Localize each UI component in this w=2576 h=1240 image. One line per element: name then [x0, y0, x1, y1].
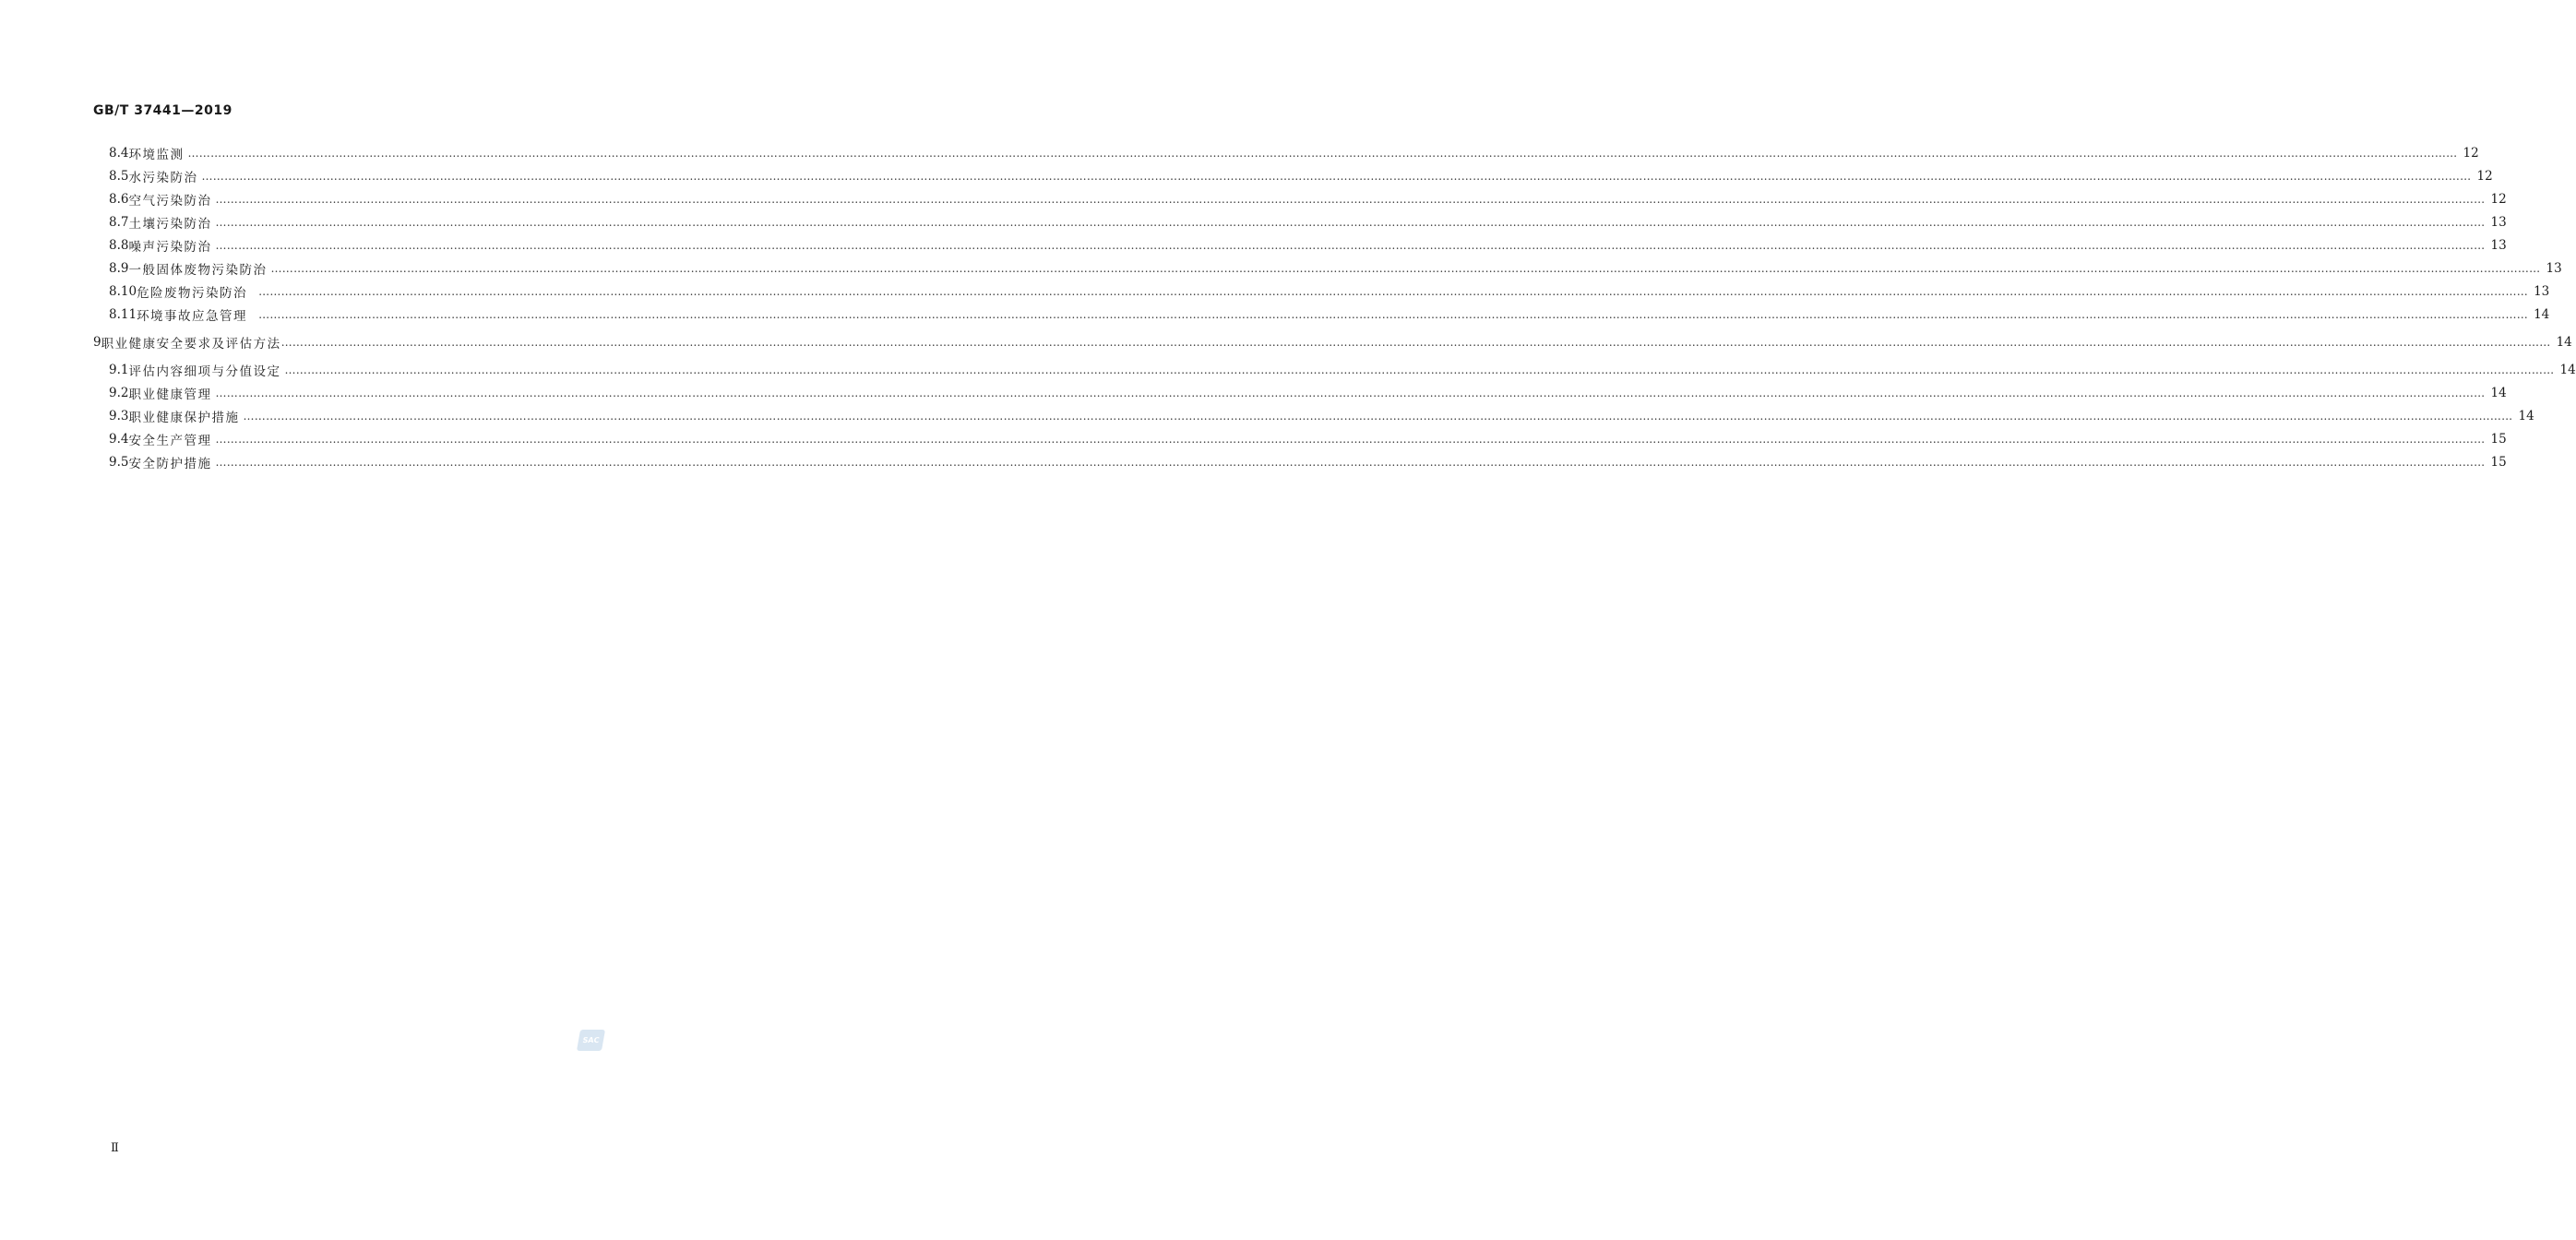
- toc-entry-page: 15: [2490, 455, 2507, 470]
- toc-entry-page: 14: [2559, 363, 2576, 377]
- toc-leader-dots: ……………………………………………………………………………………………………………………………………………………………………………………………………………………………………………………………………………………………………………………………………………………………………………………………………………………………………………………………………………………………………………………………………………………: [215, 433, 2486, 446]
- toc-entry-number: 8.5: [109, 169, 129, 184]
- toc-entry-number: 8.11: [109, 307, 137, 322]
- toc-entry-title: 危险废物污染防治: [137, 286, 248, 301]
- toc-entry-number: 8.4: [109, 146, 129, 161]
- toc-leader-dots: ……………………………………………………………………………………………………………………………………………………………………………………………………………………………………………………………………………………………………………………………………………………………………………………………………………………………………………………………………………………………………………………………………………………: [284, 364, 2555, 376]
- toc-leader-dots: ……………………………………………………………………………………………………………………………………………………………………………………………………………………………………………………………………………………………………………………………………………………………………………………………………………………………………………………………………………………………………………………………………………………: [243, 410, 2513, 423]
- toc-entry-page: 14: [2518, 409, 2534, 423]
- toc-entry[interactable]: [109, 304, 2550, 326]
- toc-entry-number: 9.5: [109, 455, 129, 470]
- toc-entry-title: 一般固体废物污染防治: [128, 263, 268, 278]
- document-code: GB/T 37441—2019: [93, 103, 233, 118]
- toc-entry-number: 8.6: [109, 192, 129, 207]
- toc-leader-dots: ……………………………………………………………………………………………………………………………………………………………………………………………………………………………………………………………………………………………………………………………………………………………………………………………………………………………………………………………………………………………………………………………………………………: [187, 147, 2458, 160]
- toc-entry-title: 噪声污染防治: [128, 240, 212, 255]
- toc-entry-title: 空气污染防治: [128, 194, 212, 209]
- toc-entry[interactable]: [109, 280, 2550, 303]
- toc-entry-number: 8.8: [109, 238, 129, 253]
- sac-seal-icon: [577, 1030, 605, 1051]
- toc-entry-number: 9.3: [109, 409, 129, 423]
- toc-leader-dots: ……………………………………………………………………………………………………………………………………………………………………………………………………………………………………………………………………………………………………………………………………………………………………………………………………………………………………………………………………………………………………………………………………………………: [215, 239, 2486, 252]
- toc-entry-page: 12: [2476, 169, 2493, 184]
- toc-leader-dots: ……………………………………………………………………………………………………………………………………………………………………………………………………………………………………………………………………………………………………………………………………………………………………………………………………………………………………………………………………………………………………………………………………………………: [215, 193, 2486, 206]
- toc-entry[interactable]: [109, 142, 2479, 164]
- toc-entry-page: 12: [2463, 146, 2479, 161]
- toc-entry-page: 13: [2546, 261, 2562, 276]
- toc-entry-number: 9.1: [109, 363, 129, 377]
- toc-entry-title: 水污染防治: [128, 171, 198, 185]
- toc-entry[interactable]: [109, 188, 2507, 210]
- toc-entry[interactable]: [109, 428, 2507, 450]
- toc-entry-title: 职业健康安全要求及评估方法: [101, 337, 281, 352]
- toc-entry[interactable]: [109, 359, 2576, 381]
- toc-entry-number: 8.9: [109, 261, 129, 276]
- toc-entry-page: 15: [2490, 432, 2507, 447]
- toc-leader-dots: ……………………………………………………………………………………………………………………………………………………………………………………………………………………………………………………………………………………………………………………………………………………………………………………………………………………………………………………………………………………………………………………………………………………: [215, 387, 2486, 399]
- toc-entry-title: 安全防护措施: [128, 457, 212, 471]
- toc-leader-dots: ……………………………………………………………………………………………………………………………………………………………………………………………………………………………………………………………………………………………………………………………………………………………………………………………………………………………………………………………………………………………………………………………………………………: [201, 170, 2472, 183]
- toc-entry-number: 9.2: [109, 386, 129, 400]
- toc-entry-page: 14: [2490, 386, 2507, 400]
- toc-entry[interactable]: [109, 234, 2507, 256]
- toc-entry[interactable]: [109, 451, 2507, 473]
- toc-entry[interactable]: [109, 211, 2507, 233]
- seal-text: SAC: [581, 1036, 601, 1044]
- toc-entry-page: 13: [2490, 215, 2507, 230]
- toc-leader-dots: ……………………………………………………………………………………………………………………………………………………………………………………………………………………………………………………………………………………………………………………………………………………………………………………………………………………………………………………………………………………………………………………………………………………: [270, 262, 2541, 275]
- toc-entry-number: 9: [93, 335, 101, 350]
- toc-entry[interactable]: [109, 382, 2507, 404]
- toc-entry-title: 土壤污染防治: [128, 217, 212, 232]
- toc-entry-title: 环境监测: [128, 148, 185, 162]
- toc-entry-page: 14: [2556, 335, 2572, 350]
- toc-entry-chapter[interactable]: [93, 331, 2572, 353]
- toc-entry-number: 8.7: [109, 215, 129, 230]
- toc-entry-page: 13: [2490, 238, 2507, 253]
- toc-leader-dots: ……………………………………………………………………………………………………………………………………………………………………………………………………………………………………………………………………………………………………………………………………………………………………………………………………………………………………………………………………………………………………………………………………………………: [258, 308, 2529, 321]
- toc-leader-dots: ……………………………………………………………………………………………………………………………………………………………………………………………………………………………………………………………………………………………………………………………………………………………………………………………………………………………………………………………………………………………………………………………………………………: [215, 216, 2486, 229]
- toc-leader-dots: ……………………………………………………………………………………………………………………………………………………………………………………………………………………………………………………………………………………………………………………………………………………………………………………………………………………………………………………………………………………………………………………………………………………: [215, 456, 2486, 469]
- toc-leader-dots: ……………………………………………………………………………………………………………………………………………………………………………………………………………………………………………………………………………………………………………………………………………………………………………………………………………………………………………………………………………………………………………………………………………………: [258, 285, 2529, 298]
- toc-entry-page: 13: [2534, 284, 2550, 299]
- toc-leader-dots: ……………………………………………………………………………………………………………………………………………………………………………………………………………………………………………………………………………………………………………………………………………………………………………………………………………………………………………………………………………………………………………………………………………………: [280, 336, 2551, 349]
- toc-entry-title: 安全生产管理: [128, 434, 212, 448]
- toc-entry[interactable]: [109, 257, 2562, 280]
- toc-entry-title: 评估内容细项与分值设定: [128, 364, 281, 379]
- toc-entry-page: 14: [2534, 307, 2550, 322]
- toc-entry-number: 8.10: [109, 284, 137, 299]
- page-number: Ⅱ: [111, 1141, 119, 1155]
- toc-entry-title: 环境事故应急管理: [137, 309, 248, 324]
- toc-entry-title: 职业健康保护措施: [128, 411, 240, 425]
- toc-entry-page: 12: [2490, 192, 2507, 207]
- toc-entry-title: 职业健康管理: [128, 388, 212, 402]
- toc-entry[interactable]: [109, 405, 2534, 427]
- toc-entry-number: 9.4: [109, 432, 129, 447]
- toc-entry[interactable]: [109, 165, 2493, 187]
